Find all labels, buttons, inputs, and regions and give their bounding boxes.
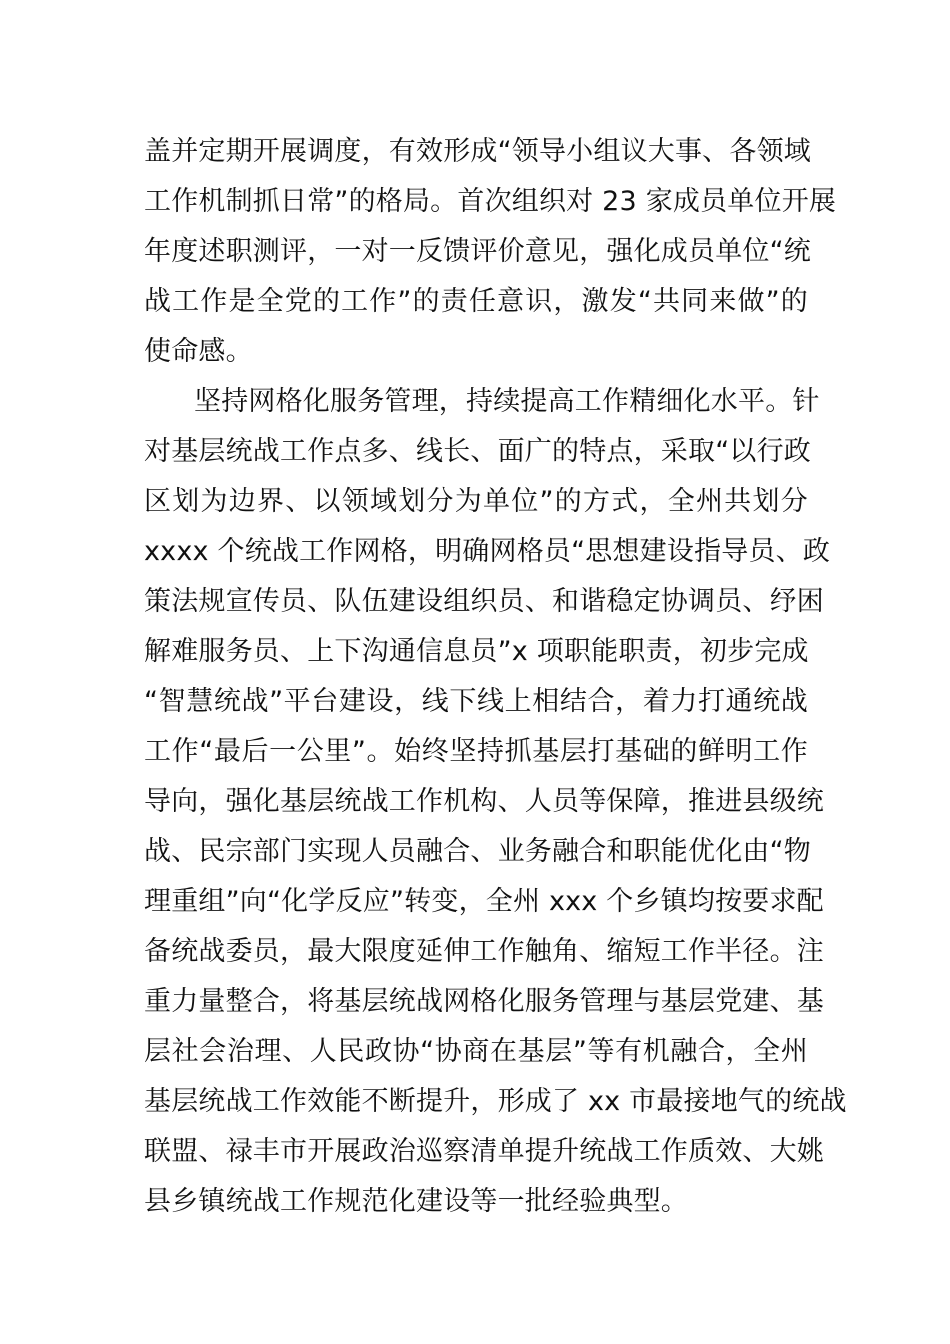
text-line: 备统战委员，最大限度延伸工作触角、缩短工作半径。注 <box>144 936 824 967</box>
text-line: 工作“最后一公里”。始终坚持抓基层打基础的鲜明工作 <box>144 736 808 767</box>
text-line: xxxx 个统战工作网格，明确网格员“思想建设指导员、政 <box>144 536 831 567</box>
text-line: 区划为边界、以领域划分为单位”的方式，全州共划分 <box>144 486 808 517</box>
text-line: 层社会治理、人民政协“协商在基层”等有机融合，全州 <box>144 1036 808 1067</box>
text-line: 基层统战工作效能不断提升，形成了 xx 市最接地气的统战 <box>144 1086 847 1117</box>
body-text <box>144 127 847 1227</box>
text-line: 对基层统战工作点多、线长、面广的特点，采取“以行政 <box>144 436 811 467</box>
text-line: 坚持网格化服务管理，持续提高工作精细化水平。针 <box>194 386 820 417</box>
paragraph-2 <box>144 377 847 1227</box>
text-line: 使命感。 <box>144 336 253 367</box>
text-line: 导向，强化基层统战工作机构、人员等保障，推进县级统 <box>144 786 824 817</box>
text-line: 战工作是全党的工作”的责任意识，激发“共同来做”的 <box>144 286 808 317</box>
text-line: 战、民宗部门实现人员融合、业务融合和职能优化由“物 <box>144 836 811 867</box>
text-line: 盖并定期开展调度，有效形成“领导小组议大事、各领域 <box>144 136 811 167</box>
text-line: 重力量整合，将基层统战网格化服务管理与基层党建、基 <box>144 986 824 1017</box>
text-line: 解难服务员、上下沟通信息员”x 项职能职责，初步完成 <box>144 636 809 667</box>
text-line: 联盟、禄丰市开展政治巡察清单提升统战工作质效、大姚 <box>144 1136 824 1167</box>
text-line: 工作机制抓日常”的格局。首次组织对 23 家成员单位开展 <box>144 186 837 217</box>
text-line: 理重组”向“化学反应”转变，全州 xxx 个乡镇均按要求配 <box>144 886 824 917</box>
text-line: 策法规宣传员、队伍建设组织员、和谐稳定协调员、纾困 <box>144 586 824 617</box>
text-line: 年度述职测评，一对一反馈评价意见，强化成员单位“统 <box>144 236 811 267</box>
paragraph-1 <box>144 127 837 377</box>
text-line: 县乡镇统战工作规范化建设等一批经验典型。 <box>144 1186 688 1217</box>
text-line: “智慧统战”平台建设，线下线上相结合，着力打通统战 <box>144 686 808 717</box>
